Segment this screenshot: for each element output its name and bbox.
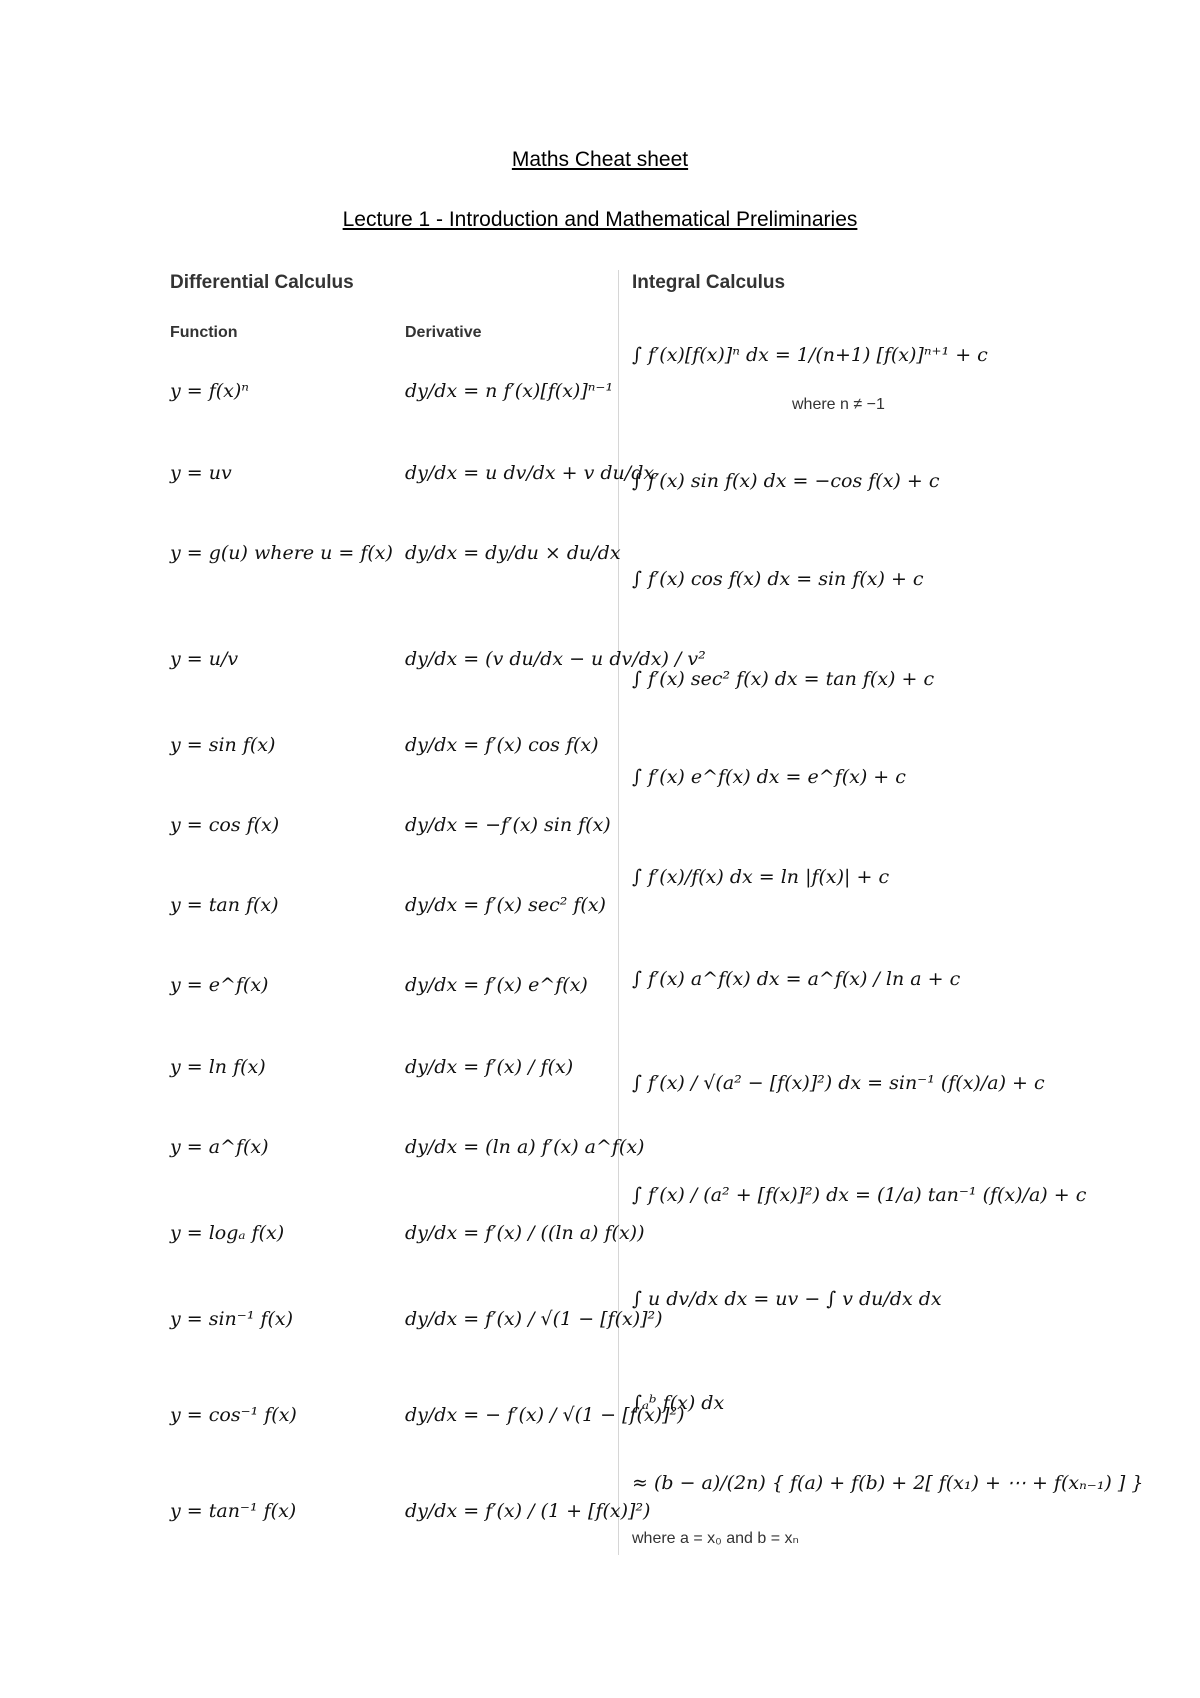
derivative-a-power: dy/dx = (ln a) f′(x) a^f(x) bbox=[405, 1136, 645, 1158]
derivative-arccos: dy/dx = − f′(x) / √(1 − [f(x)]²) bbox=[405, 1404, 685, 1426]
integral-a-power: ∫ f′(x) a^f(x) dx = a^f(x) / ln a + c bbox=[632, 968, 961, 990]
integral-sin: ∫ f′(x) sin f(x) dx = −cos f(x) + c bbox=[632, 470, 940, 492]
derivative-arcsin: dy/dx = f′(x) / √(1 − [f(x)]²) bbox=[405, 1308, 663, 1330]
page-title: Maths Cheat sheet bbox=[511, 148, 689, 171]
derivative-column-header: Derivative bbox=[405, 324, 482, 341]
function-column-header: Function bbox=[170, 324, 238, 341]
lecture-subtitle: Lecture 1 - Introduction and Mathematical Preliminaries bbox=[342, 208, 858, 231]
integral-arctan: ∫ f′(x) / (a² + [f(x)]²) dx = (1/a) tan⁻¹ (f(x)/a) + c bbox=[632, 1184, 1087, 1206]
integral-by-parts: ∫ u dv/dx dx = uv − ∫ v du/dx dx bbox=[632, 1288, 942, 1310]
function-a-power: y = a^f(x) bbox=[170, 1136, 269, 1158]
integral-definite: ∫ₐᵇ f(x) dx bbox=[632, 1392, 725, 1414]
function-exp: y = e^f(x) bbox=[170, 974, 269, 996]
function-power: y = f(x)ⁿ bbox=[170, 380, 250, 402]
derivative-power: dy/dx = n f′(x)[f(x)]ⁿ⁻¹ bbox=[405, 380, 614, 402]
function-arctan: y = tan⁻¹ f(x) bbox=[170, 1500, 297, 1522]
integral-exp: ∫ f′(x) e^f(x) dx = e^f(x) + c bbox=[632, 766, 906, 788]
integral-arcsin: ∫ f′(x) / √(a² − [f(x)]²) dx = sin⁻¹ (f(x)/a) + c bbox=[632, 1072, 1045, 1094]
function-quotient: y = u/v bbox=[170, 648, 239, 670]
function-chain: y = g(u) where u = f(x) bbox=[170, 542, 393, 564]
differential-calculus-heading: Differential Calculus bbox=[170, 272, 354, 293]
function-cos: y = cos f(x) bbox=[170, 814, 280, 836]
integral-power: ∫ f′(x)[f(x)]ⁿ dx = 1/(n+1) [f(x)]ⁿ⁺¹ + c bbox=[632, 344, 988, 366]
function-log-base-a: y = logₐ f(x) bbox=[170, 1222, 285, 1244]
derivative-ln: dy/dx = f′(x) / f(x) bbox=[405, 1056, 574, 1078]
integral-cos: ∫ f′(x) cos f(x) dx = sin f(x) + c bbox=[632, 568, 924, 590]
function-arcsin: y = sin⁻¹ f(x) bbox=[170, 1308, 294, 1330]
function-tan: y = tan f(x) bbox=[170, 894, 279, 916]
derivative-log-base-a: dy/dx = f′(x) / ((ln a) f(x)) bbox=[405, 1222, 645, 1244]
simpson-approximation: ≈ (b − a)/(2n) { f(a) + f(b) + 2[ f(x₁) + ⋯ + f(xₙ₋₁) ] } bbox=[632, 1472, 1144, 1494]
derivative-sin: dy/dx = f′(x) cos f(x) bbox=[405, 734, 599, 756]
function-arccos: y = cos⁻¹ f(x) bbox=[170, 1404, 297, 1426]
derivative-arctan: dy/dx = f′(x) / (1 + [f(x)]²) bbox=[405, 1500, 651, 1522]
derivative-quotient: dy/dx = (v du/dx − u dv/dx) / v² bbox=[405, 648, 706, 670]
derivative-chain: dy/dx = dy/du × du/dx bbox=[405, 542, 621, 564]
derivative-product: dy/dx = u dv/dx + v du/dx bbox=[405, 462, 655, 484]
derivative-tan: dy/dx = f′(x) sec² f(x) bbox=[405, 894, 606, 916]
note-limits: where a = x₀ and b = xₙ bbox=[632, 1530, 799, 1547]
note-power-condition: where n ≠ −1 bbox=[792, 396, 885, 413]
integral-sec-squared: ∫ f′(x) sec² f(x) dx = tan f(x) + c bbox=[632, 668, 935, 690]
function-sin: y = sin f(x) bbox=[170, 734, 276, 756]
derivative-cos: dy/dx = −f′(x) sin f(x) bbox=[405, 814, 611, 836]
function-ln: y = ln f(x) bbox=[170, 1056, 266, 1078]
integral-log: ∫ f′(x)/f(x) dx = ln |f(x)| + c bbox=[632, 866, 890, 888]
integral-calculus-heading: Integral Calculus bbox=[632, 272, 786, 293]
derivative-exp: dy/dx = f′(x) e^f(x) bbox=[405, 974, 588, 996]
function-product: y = uv bbox=[170, 462, 232, 484]
